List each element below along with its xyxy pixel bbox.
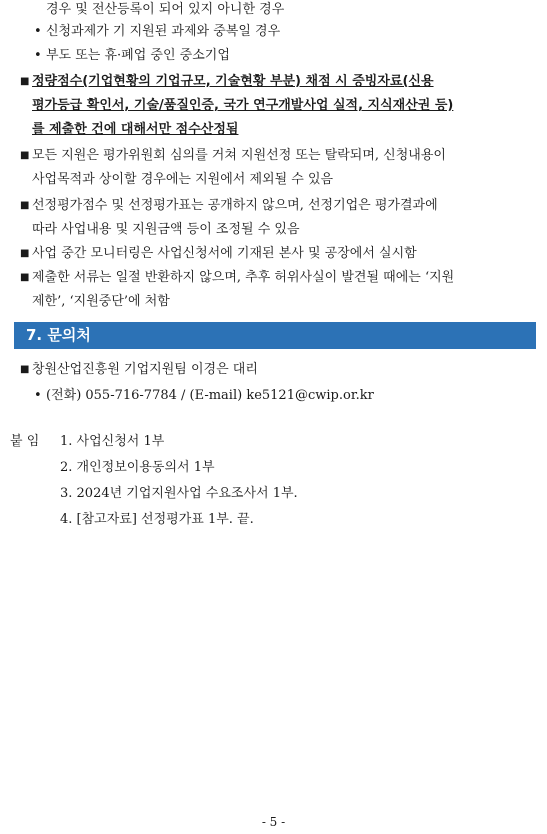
square-bullet-icon: ■	[20, 150, 30, 161]
contact-detail: • (전화) 055-716-7784 / (E-mail) ke5121@cwip.or.kr	[34, 388, 374, 403]
square-bullet-icon: ■	[20, 76, 30, 87]
square-bullet-item: ■ 선정평가점수 및 선정평가표는 공개하지 않으며, 선정기업은 평가결과에	[20, 198, 438, 213]
attachment-item: 2. 개인정보이용동의서 1부	[60, 460, 215, 475]
attachment-item: 4. [참고자료] 선정평가표 1부. 끝.	[60, 512, 254, 527]
square-bullet-icon: ■	[20, 200, 30, 211]
bullet-item: • 부도 또는 휴·폐업 중인 중소기업	[34, 48, 230, 63]
bullet-dot-icon: •	[34, 48, 42, 63]
square-bullet-icon: ■	[20, 364, 30, 375]
attachment-item: 1. 사업신청서 1부	[60, 434, 165, 449]
bullet-dot-icon: •	[34, 388, 42, 403]
text-line: 사업목적과 상이할 경우에는 지원에서 제외될 수 있음	[32, 172, 334, 187]
square-bullet-item: ■ 모든 지원은 평가위원회 심의를 거쳐 지원선정 또는 탈락되며, 신청내용이	[20, 148, 446, 163]
square-bullet-item: ■ 제출한 서류는 일절 반환하지 않으며, 추후 허위사실이 발견될 때에는 ‘지원	[20, 270, 455, 285]
text-line: 제한’, ‘지원중단’에 처함	[32, 294, 170, 309]
attachment-label: 붙 임	[10, 434, 40, 449]
square-bullet-item: ■ 창원산업진흥원 기업지원팀 이경은 대리	[20, 362, 258, 377]
bullet-item: • 신청과제가 기 지원된 과제와 중복일 경우	[34, 24, 281, 39]
text-line: 경우 및 전산등록이 되어 있지 아니한 경우	[46, 2, 285, 17]
section-heading: 7. 문의처	[14, 322, 536, 349]
emphasis-item: ■ 정량점수(기업현황의 기업규모, 기술현황 부분) 채점 시 증빙자료(신용	[20, 74, 434, 89]
page-number: - 5 -	[261, 815, 286, 829]
emphasis-line: 를 제출한 건에 대해서만 점수산정됨	[32, 122, 239, 137]
square-bullet-icon: ■	[20, 248, 30, 259]
bullet-dot-icon: •	[34, 24, 42, 39]
attachment-item: 3. 2024년 기업지원사업 수요조사서 1부.	[60, 486, 298, 501]
emphasis-line: 평가등급 확인서, 기술/품질인증, 국가 연구개발사업 실적, 지식재산권 등)	[32, 98, 454, 113]
text-line: 따라 사업내용 및 지원금액 등이 조정될 수 있음	[32, 222, 300, 237]
square-bullet-icon: ■	[20, 272, 30, 283]
square-bullet-item: ■ 사업 중간 모니터링은 사업신청서에 기재된 본사 및 공장에서 실시함	[20, 246, 417, 261]
